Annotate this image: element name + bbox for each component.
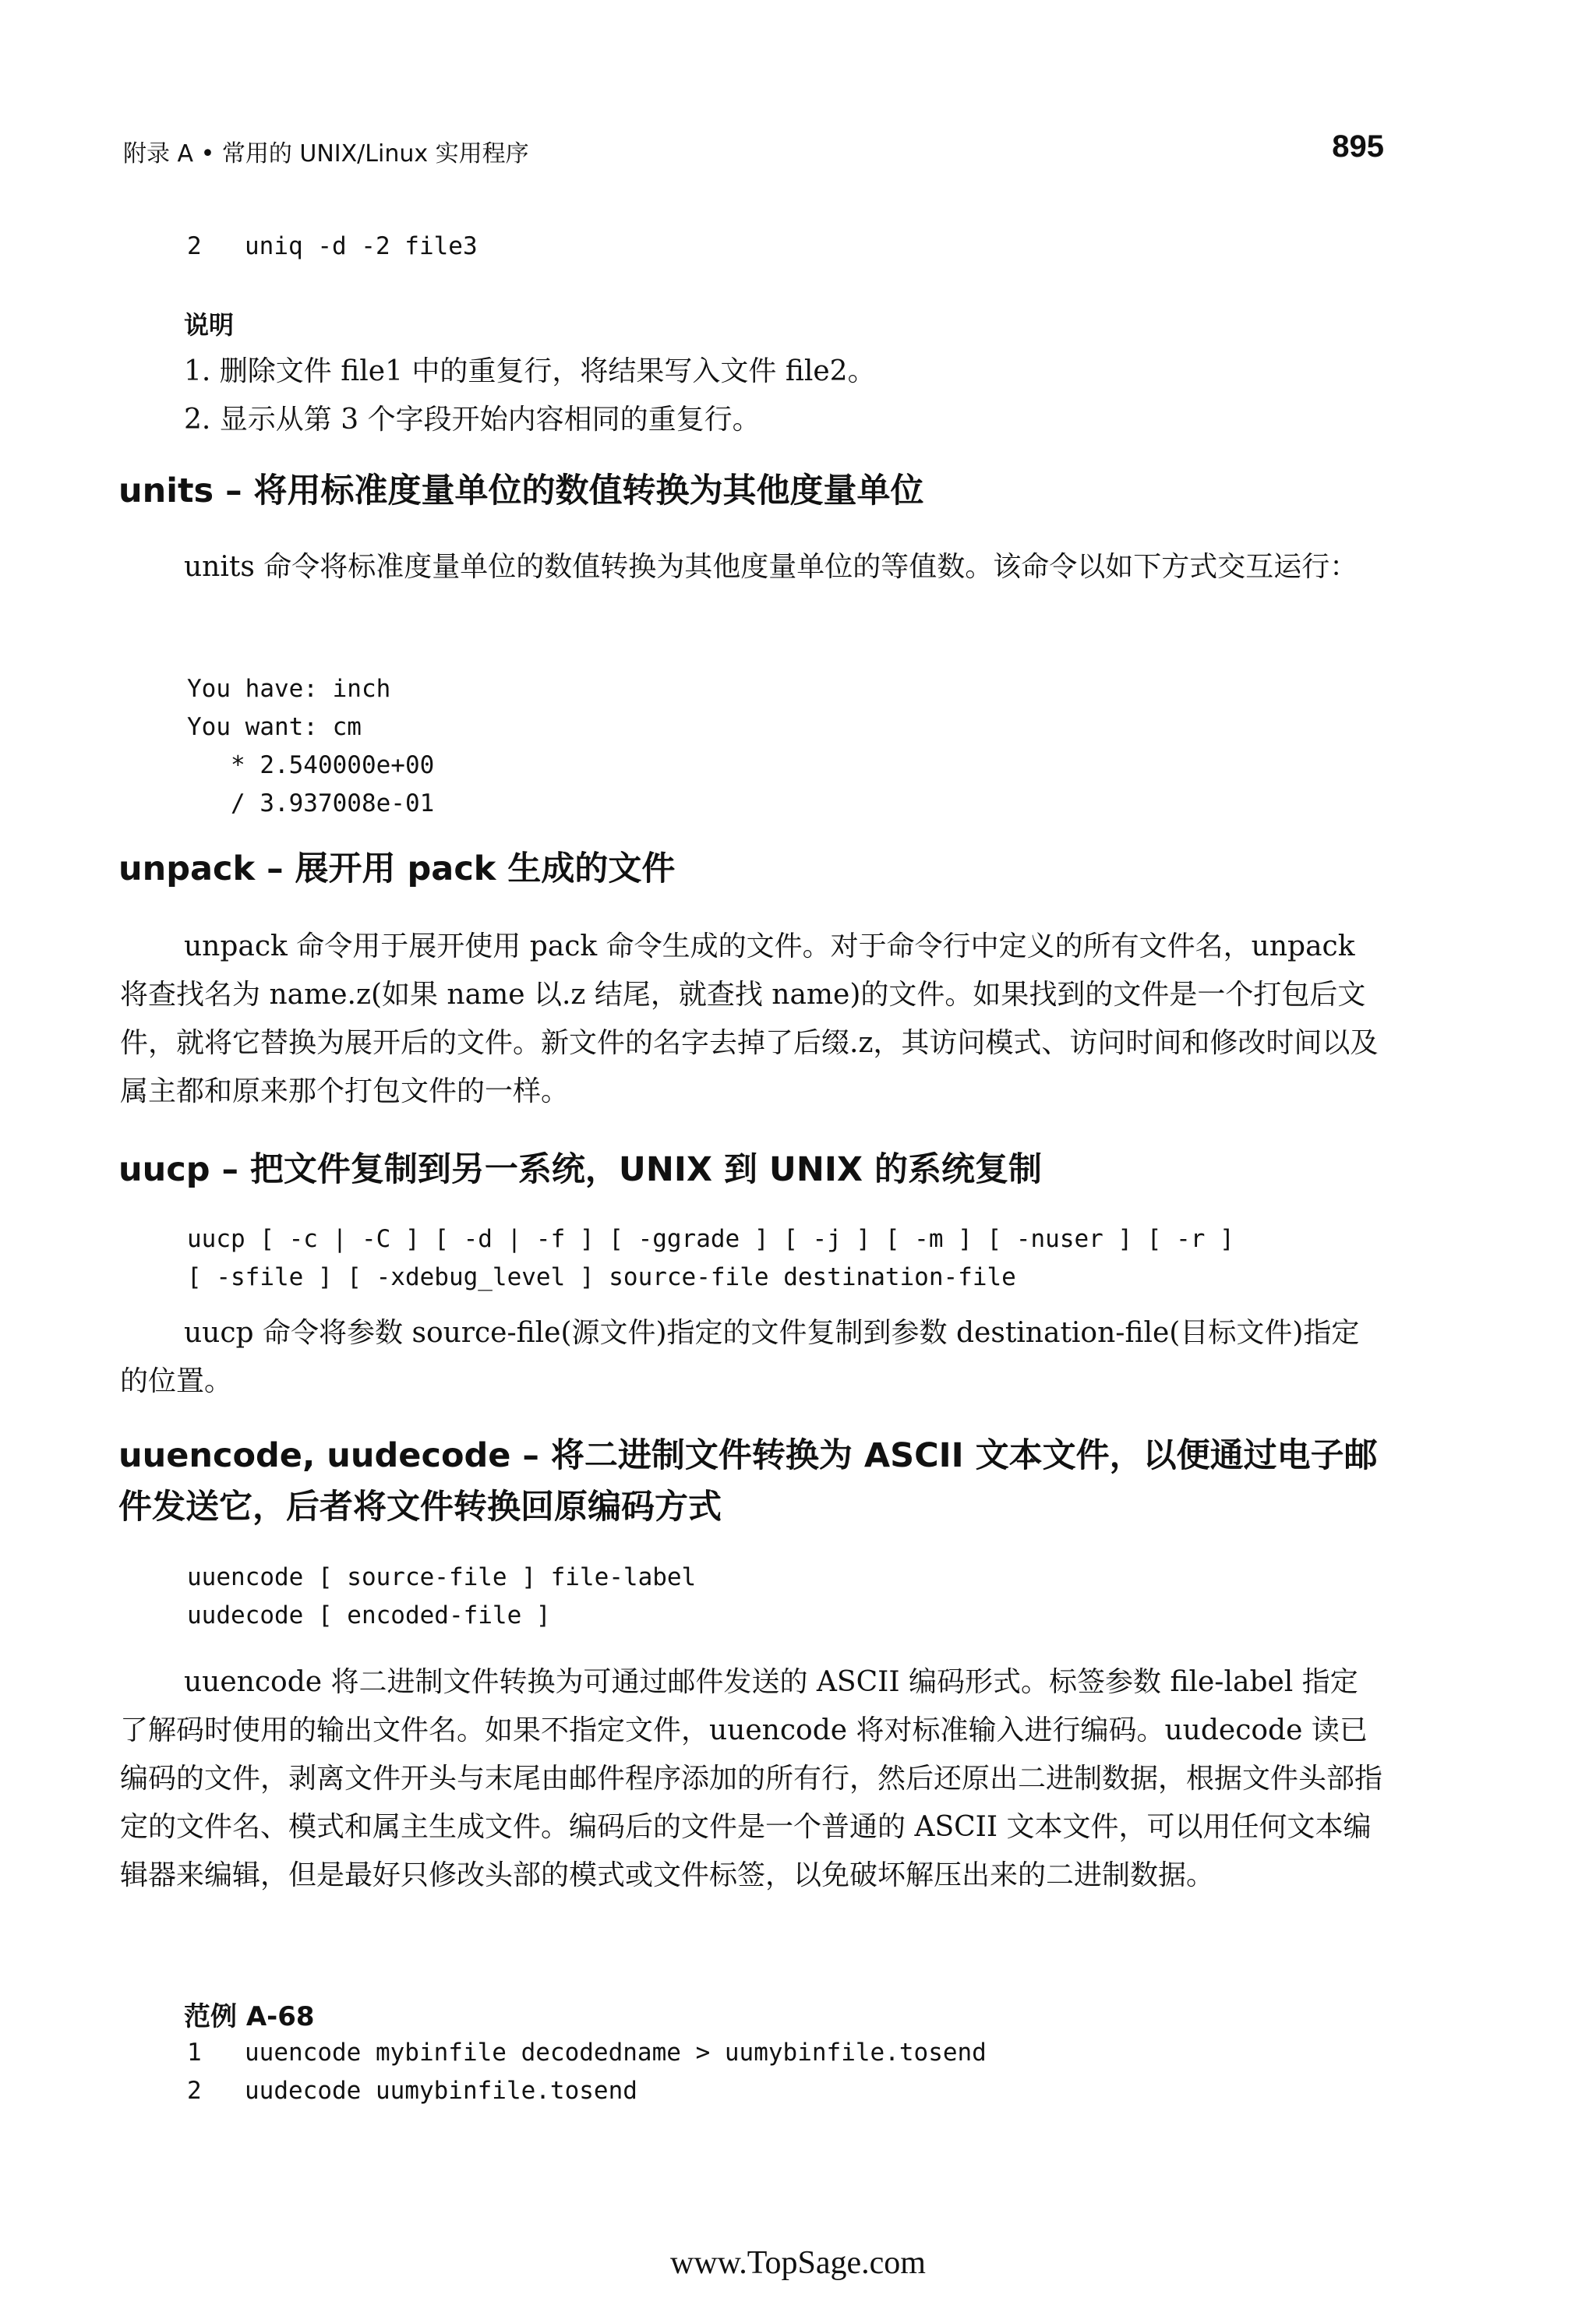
note-list	[184, 348, 876, 444]
uucp-synopsis	[187, 1220, 1234, 1297]
code-line: uuencode [ source-file ] file-label	[187, 1563, 697, 1591]
code-line: uudecode [ encoded-file ]	[187, 1601, 551, 1629]
example-code-block	[187, 2034, 987, 2110]
units-code-block	[187, 670, 434, 823]
footer-url: www.TopSage.com	[670, 2245, 926, 2281]
code-line: [ -sfile ] [ -xdebug_level ] source-file destination-file	[187, 1263, 1016, 1291]
code-line-number: 2	[187, 2077, 202, 2105]
code-line: * 2.540000e+00	[187, 751, 435, 779]
running-header-title: 附录 A • 常用的 UNIX/Linux 实用程序	[123, 140, 529, 168]
code-line: uudecode uumybinfile.tosend	[245, 2077, 637, 2105]
note-item: 2. 显示从第 3 个字段开始内容相同的重复行。	[184, 404, 761, 436]
uuencode-paragraph: uuencode 将二进制文件转换为可通过邮件发送的 ASCII 编码形式。标签参数 file-label 指定了解码时使用的输出文件名。如果不指定文件，uuencode 将对标准输入进行编码。uudecode 读已编码的文件，剥离文件开头与末尾由邮件程序添加的所有行，然后还原出二进制数据，根据文件头部指定的文件名、模式和属主生成文件。编码后的文件是一个普通的 ASCII 文本文件，可以用任何文本编辑器来编辑，但是最好只修改头部的模式或文件标签，以免破坏解压出来的二进制数据。	[120, 1666, 1383, 1891]
code-line: You want: cm	[187, 713, 362, 741]
units-paragraph: units 命令将标准度量单位的数值转换为其他度量单位的等值数。该命令以如下方式交互运行：	[184, 551, 1358, 583]
section-heading-uuencode: uuencode, uudecode – 将二进制文件转换为 ASCII 文本文件，以便通过电子邮件发送它，后者将文件转换回原编码方式	[118, 1436, 1378, 1527]
note-item: 1. 删除文件 file1 中的重复行，将结果写入文件 file2。	[184, 355, 876, 387]
code-line: uucp [ -c | -C ] [ -d | -f ] [ -ggrade ] [ -j ] [ -m ] [ -nuser ] [ -r ]	[187, 1225, 1234, 1253]
code-line-number: 2	[187, 232, 202, 260]
code-line-number: 1	[187, 2039, 202, 2067]
code-line: You have: inch	[187, 675, 391, 703]
section-heading-unpack: unpack – 展开用 pack 生成的文件	[118, 849, 676, 888]
uuencode-synopsis	[187, 1559, 696, 1635]
code-line: uuencode mybinfile decodedname > uumybinfile.tosend	[245, 2039, 987, 2067]
example-title: 范例 A-68	[184, 2001, 315, 2032]
section-heading-uucp: uucp – 把文件复制到另一系统，UNIX 到 UNIX 的系统复制	[118, 1150, 1042, 1189]
uniq-code-block	[187, 228, 478, 266]
note-title: 说明	[184, 310, 235, 340]
code-line: / 3.937008e-01	[187, 789, 435, 817]
uucp-paragraph: uucp 命令将参数 source-file(源文件)指定的文件复制到参数 destination-file(目标文件)指定的位置。	[120, 1317, 1360, 1397]
unpack-paragraph: unpack 命令用于展开使用 pack 命令生成的文件。对于命令行中定义的所有文件名，unpack 将查找名为 name.z(如果 name 以.z 结尾，就查找 name)的文件。如果找到的文件是一个打包后文件，就将它替换为展开后的文件。新文件的名字去掉了后缀.z，其访问模式、访问时间和修改时间以及属主都和原来那个打包文件的一样。	[120, 930, 1379, 1107]
section-heading-units: units – 将用标准度量单位的数值转换为其他度量单位	[118, 471, 924, 510]
code-line: uniq -d -2 file3	[245, 232, 478, 260]
page-number: 895	[1332, 129, 1384, 164]
